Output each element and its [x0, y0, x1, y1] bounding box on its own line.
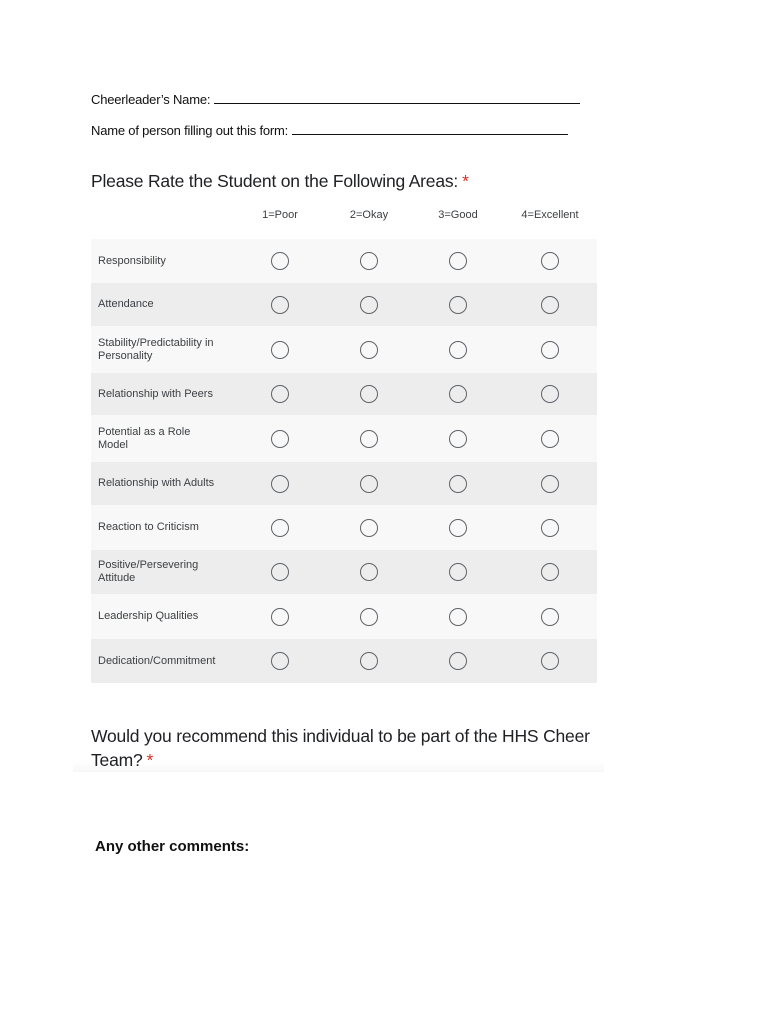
radio-option[interactable] — [360, 296, 378, 314]
rating-grid — [91, 239, 597, 683]
required-asterisk: * — [462, 171, 469, 191]
row-label: Potential as a Role Model — [98, 425, 191, 451]
radio-option[interactable] — [360, 608, 378, 626]
radio-option[interactable] — [541, 296, 559, 314]
radio-option[interactable] — [541, 475, 559, 493]
grid-row — [91, 594, 597, 639]
grid-row — [91, 505, 597, 550]
radio-option[interactable] — [271, 519, 289, 537]
grid-row — [91, 239, 597, 283]
cheerleader-name-blank[interactable] — [214, 102, 580, 104]
radio-option[interactable] — [360, 341, 378, 359]
radio-option[interactable] — [449, 519, 467, 537]
radio-option[interactable] — [271, 652, 289, 670]
radio-option[interactable] — [541, 252, 559, 270]
column-header-2: 2=Okay — [349, 209, 389, 221]
row-label: Reaction to Criticism — [98, 521, 199, 533]
radio-option[interactable] — [360, 519, 378, 537]
filler-name-blank[interactable] — [292, 133, 568, 135]
radio-option[interactable] — [449, 430, 467, 448]
radio-option[interactable] — [360, 475, 378, 493]
radio-option[interactable] — [271, 385, 289, 403]
grid-row — [91, 462, 597, 505]
row-label: Relationship with Adults — [98, 477, 215, 489]
grid-row — [91, 639, 597, 683]
radio-option[interactable] — [449, 563, 467, 581]
radio-option[interactable] — [449, 252, 467, 270]
column-header-4: 4=Excellent — [521, 209, 579, 221]
radio-option[interactable] — [271, 296, 289, 314]
row-label: Responsibility — [98, 254, 166, 267]
filler-name-field[interactable] — [91, 123, 568, 138]
radio-option[interactable] — [360, 652, 378, 670]
radio-option[interactable] — [360, 430, 378, 448]
radio-option[interactable] — [271, 563, 289, 581]
radio-option[interactable] — [360, 563, 378, 581]
cheerleader-name-field[interactable] — [91, 92, 580, 107]
row-label: Attendance — [98, 298, 154, 310]
radio-option[interactable] — [271, 252, 289, 270]
radio-option[interactable] — [449, 608, 467, 626]
rating-heading-text: Please Rate the Student on the Following Areas: — [91, 171, 459, 191]
row-label: Relationship with Peers — [98, 387, 213, 400]
grid-row — [91, 373, 597, 415]
grid-row — [91, 326, 597, 373]
column-header-3: 3=Good — [438, 209, 478, 221]
row-label: Dedication/Commitment — [98, 654, 216, 667]
radio-option[interactable] — [449, 475, 467, 493]
radio-option[interactable] — [271, 608, 289, 626]
radio-option[interactable] — [449, 385, 467, 403]
grid-row — [91, 550, 597, 594]
row-label: Positive/Persevering Attitude — [98, 559, 199, 584]
filler-name-label: Name of person filling out this form: — [91, 123, 289, 138]
recommend-question-text: Would you recommend this individual to be part of the HHS Cheer Team? — [91, 726, 590, 770]
required-asterisk: * — [146, 750, 154, 770]
row-label: Leadership Qualities — [98, 610, 199, 622]
radio-option[interactable] — [449, 341, 467, 359]
radio-option[interactable] — [271, 341, 289, 359]
grid-row — [91, 415, 597, 462]
radio-option[interactable] — [541, 563, 559, 581]
column-header-1: 1=Poor — [262, 209, 298, 221]
comments-label: Any other comments: — [95, 838, 250, 855]
radio-option[interactable] — [360, 385, 378, 403]
radio-option[interactable] — [449, 296, 467, 314]
radio-option[interactable] — [271, 430, 289, 448]
radio-option[interactable] — [541, 519, 559, 537]
recommend-question — [91, 724, 591, 772]
radio-option[interactable] — [360, 252, 378, 270]
row-label: Stability/Predictability in Personality — [98, 336, 214, 362]
radio-option[interactable] — [271, 475, 289, 493]
radio-option[interactable] — [541, 608, 559, 626]
radio-option[interactable] — [541, 385, 559, 403]
radio-option[interactable] — [449, 652, 467, 670]
grid-row — [91, 283, 597, 326]
radio-option[interactable] — [541, 652, 559, 670]
radio-option[interactable] — [541, 341, 559, 359]
radio-option[interactable] — [541, 430, 559, 448]
rating-heading — [91, 171, 469, 192]
cheerleader-name-label: Cheerleader’s Name: — [91, 92, 211, 107]
